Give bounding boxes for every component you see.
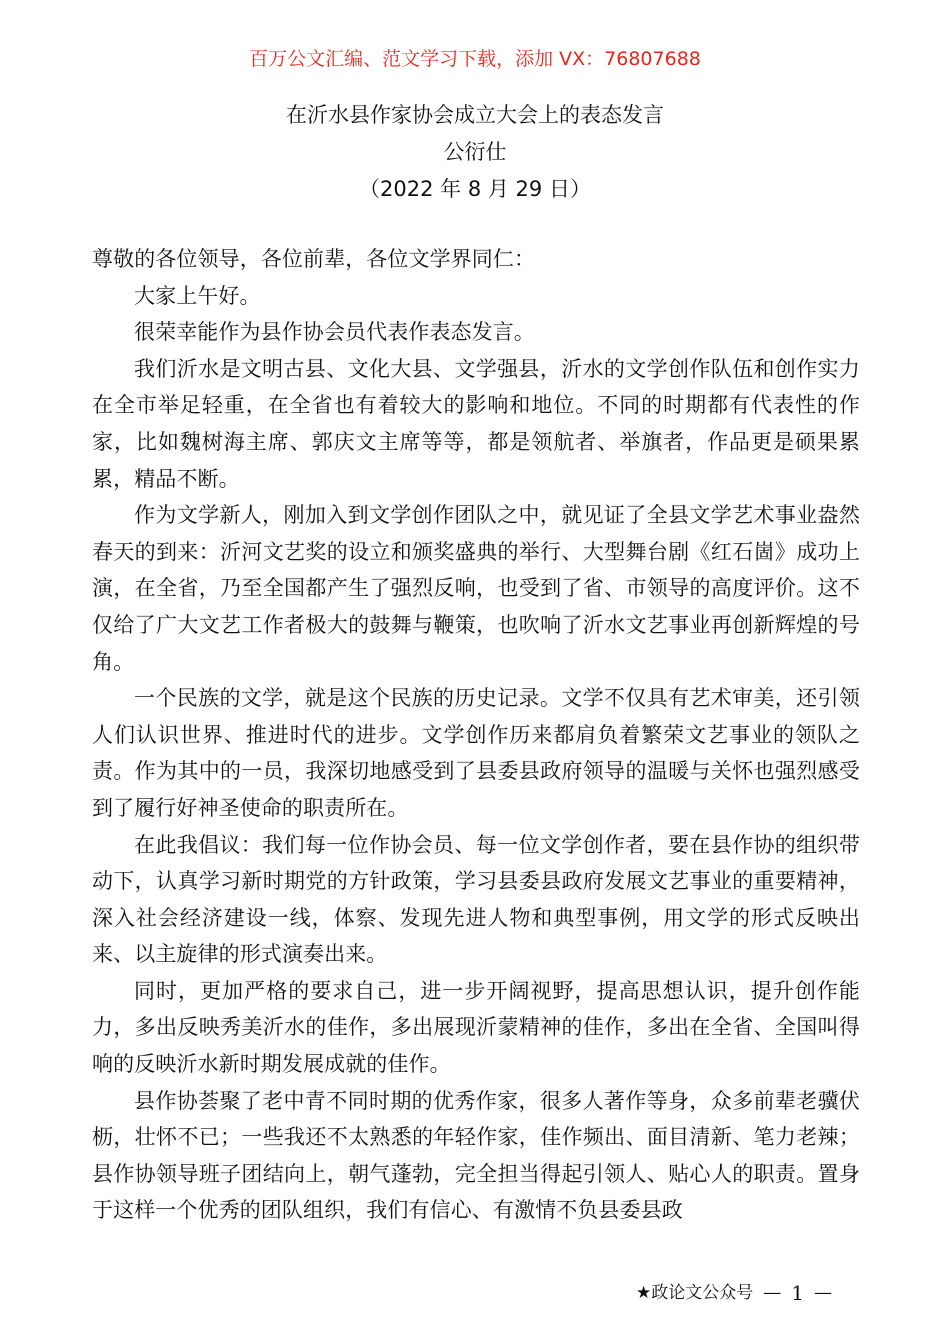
footer-dash-right: — <box>814 1282 832 1303</box>
document-body <box>92 241 860 1229</box>
paragraph: 同时，更加严格的要求自己，进一步开阔视野，提高思想认识，提升创作能力，多出反映秀美沂水的佳作，多出展现沂蒙精神的佳作，多出在全省、全国叫得响的反映沂水新时期发展成就的佳作。 <box>92 978 860 1077</box>
salutation: 尊敬的各位领导，各位前辈，各位文学界同仁： <box>92 247 536 271</box>
paragraph: 大家上午好。 <box>134 283 261 308</box>
document-title: 在沂水县作家协会成立大会上的表态发言 <box>286 103 664 127</box>
footer-dash-left: — <box>763 1282 782 1303</box>
title-block <box>0 97 950 208</box>
page-footer <box>636 1280 832 1306</box>
speech-date: （2022 年 8 月 29 日） <box>359 177 591 201</box>
author-name: 公衍仕 <box>443 140 507 164</box>
paragraph: 县作协荟聚了老中青不同时期的优秀作家，很多人著作等身，众多前辈老骥伏枥，壮怀不已；一些我还不太熟悉的年轻作家，佳作频出、面目清新、笔力老辣；县作协领导班子团结向上，朝气蓬勃，完全担当得起引领人、贴心人的职责。置身于这样一个优秀的团队组织，我们有信心、有激情不负县委县政 <box>92 1088 860 1223</box>
paragraph: 作为文学新人，刚加入到文学创作团队之中，就见证了全县文学艺术事业盎然春天的到来：沂河文艺奖的设立和颁奖盛典的举行、大型舞台剧《红石崮》成功上演，在全省，乃至全国都产生了强烈反响，也受到了省、市领导的高度评价。这不仅给了广大文艺工作者极大的鼓舞与鞭策，也吹响了沂水文艺事业再创新辉煌的号角。 <box>92 503 860 674</box>
paragraph: 我们沂水是文明古县、文化大县、文学强县，沂水的文学创作队伍和创作实力在全市举足轻重，在全省也有着较大的影响和地位。不同的时期都有代表性的作家，比如魏树海主席、郭庆文主席等等，都是领航者、举旗者，作品更是硕果累累，精品不断。 <box>92 356 860 491</box>
paragraph: 一个民族的文学，就是这个民族的历史记录。文学不仅具有艺术审美，还引领人们认识世界、推进时代的进步。文学创作历来都肩负着繁荣文艺事业的领队之责。作为其中的一员，我深切地感受到了县委县政府领导的温暖与关怀也强烈感受到了履行好神圣使命的职责所在。 <box>92 686 860 820</box>
paragraph: 很荣幸能作为县作协会员代表作表态发言。 <box>134 320 535 345</box>
page-number: 1 <box>791 1281 804 1305</box>
footer-source: ★政论文公众号 <box>636 1283 754 1303</box>
paragraph: 在此我倡议：我们每一位作协会员、每一位文学创作者，要在县作协的组织带动下，认真学习新时期党的方针政策，学习县委县政府发展文艺事业的重要精神，深入社会经济建设一线，体察、发现先进人物和典型事例，用文学的形式反映出来、以主旋律的形式演奏出来。 <box>92 832 860 967</box>
header-banner: 百万公文汇编、范文学习下载，添加 VX：76807688 <box>249 48 701 70</box>
